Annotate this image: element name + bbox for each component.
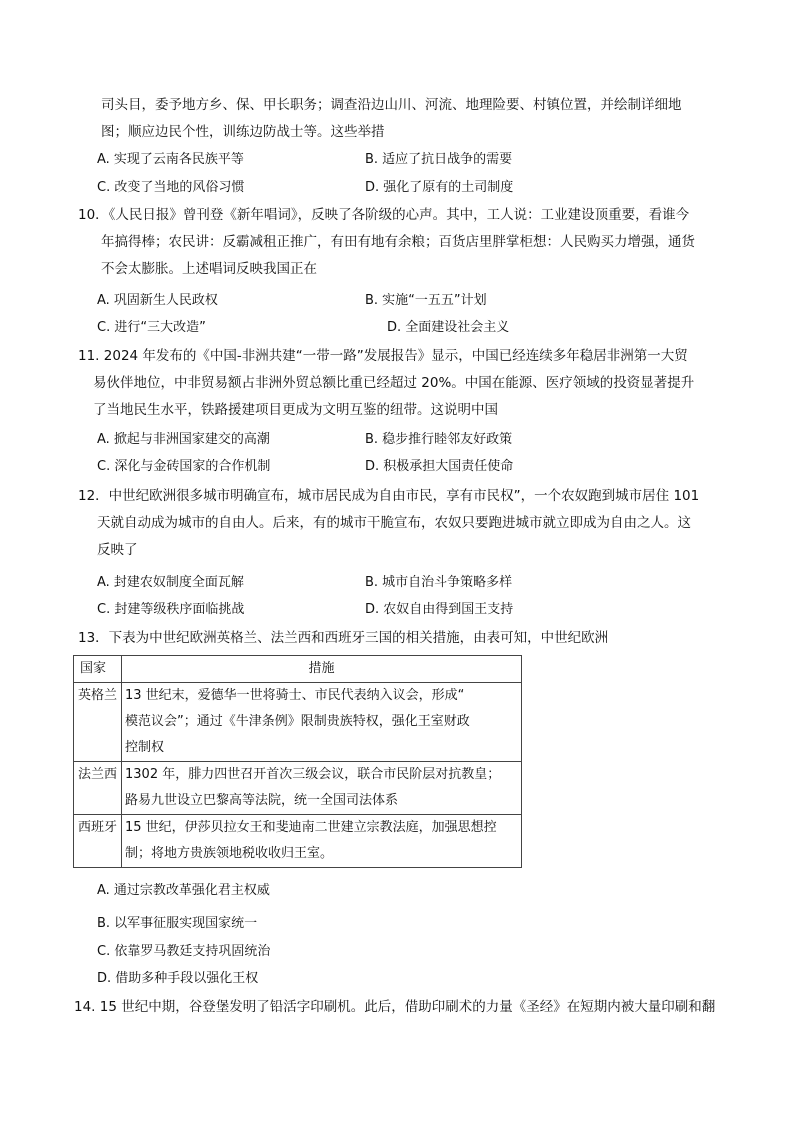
table-row xyxy=(74,683,522,762)
measures-table xyxy=(73,655,522,868)
table-cell-measure xyxy=(122,762,522,815)
q10-option-c: C. 进行“三大改造” xyxy=(97,320,206,335)
q9-stem-line: 图；顺应边民个性，训练边防战士等。这些举措 xyxy=(101,124,385,140)
q9-stem-line: 司头目，委予地方乡、保、甲长职务；调查沿边山川、河流、地理险要、村镇位置，并绘制详细地 xyxy=(101,97,682,113)
q12-option-c: C. 封建等级秩序面临挑战 xyxy=(97,602,245,617)
q12-option-a: A. 封建农奴制度全面瓦解 xyxy=(97,575,244,590)
table-cell-measure xyxy=(122,683,522,762)
q13-option-b: B. 以军事征服实现国家统一 xyxy=(97,916,258,931)
q11-stem-line: 11. 2024 年发布的《中国-非洲共建“一带一路”发展报告》显示，中国已经连续多年稳居非洲第一大贸 xyxy=(78,348,688,364)
table-cell-line: 模范议会”；通过《牛津条例》限制贵族特权，强化王室财政 xyxy=(125,714,470,729)
table-cell-line: 1302 年，腓力四世召开首次三级会议，联合市民阶层对抗教皇； xyxy=(125,767,501,782)
q10-stem-line: 10．《人民日报》曾刊登《新年唱词》，反映了各阶级的心声。其中，工人说：工业建设顶重要，看谁今 xyxy=(78,207,690,223)
q11-option-c: C. 深化与金砖国家的合作机制 xyxy=(97,459,271,474)
q9-option-c: C. 改变了当地的风俗习惯 xyxy=(97,180,245,195)
q14-stem-line: 14. 15 世纪中期，谷登堡发明了铅活字印刷机。此后，借助印刷术的力量《圣经》在短期内被大量印刷和翻 xyxy=(74,999,716,1015)
q12-stem-line: 反映了 xyxy=(97,542,138,558)
table-header-measure: 措施 xyxy=(122,656,522,683)
q10-option-a: A. 巩固新生人民政权 xyxy=(97,293,218,308)
q13-option-c: C. 依靠罗马教廷支持巩固统治 xyxy=(97,944,271,959)
q13-option-d: D. 借助多种手段以强化王权 xyxy=(97,971,259,986)
q12-option-d: D. 农奴自由得到国王支持 xyxy=(365,602,514,617)
q9-option-d: D. 强化了原有的土司制度 xyxy=(365,180,514,195)
q12-stem-line: 12．中世纪欧洲很多城市明确宣布，城市居民成为自由市民，享有市民权”，一个农奴跑到城市居住 101 xyxy=(78,488,700,504)
q11-stem-line: 易伙伴地位，中非贸易额占非洲外贸总额比重已经超过 20%。中国在能源、医疗领域的投资显著提升 xyxy=(93,375,695,391)
q10-stem-line: 不会太膨胀。上述唱词反映我国正在 xyxy=(101,261,317,277)
q9-option-b: B. 适应了抗日战争的需要 xyxy=(365,152,513,167)
table-row xyxy=(74,762,522,815)
q10-option-b: B. 实施“一五五”计划 xyxy=(365,293,487,308)
q11-stem-line: 了当地民生水平，铁路援建项目更成为文明互鉴的纽带。这说明中国 xyxy=(93,402,498,418)
table-cell-country: 西班牙 xyxy=(74,815,122,868)
q10-stem-line: 年搞得棒；农民讲：反霸减租正推广，有田有地有余粮；百货店里胖掌柜想：人民购买力增强，通货 xyxy=(101,234,695,250)
table-cell-line: 制；将地方贵族领地税收收归王室。 xyxy=(125,846,334,861)
table-cell-country: 英格兰 xyxy=(74,683,122,762)
table-cell-country: 法兰西 xyxy=(74,762,122,815)
q11-option-b: B. 稳步推行睦邻友好政策 xyxy=(365,432,513,447)
q12-stem-line: 天就自动成为城市的自由人。后来，有的城市干脆宣布，农奴只要跑进城市就立即成为自由之人。这 xyxy=(97,515,691,531)
q10-option-d: D. 全面建设社会主义 xyxy=(387,320,510,335)
q11-option-d: D. 积极承担大国责任使命 xyxy=(365,459,514,474)
table-header-row xyxy=(74,656,522,683)
table-header-country: 国家 xyxy=(74,656,122,683)
q9-option-a: A. 实现了云南各民族平等 xyxy=(97,152,244,167)
table-cell-line: 15 世纪，伊莎贝拉女王和斐迪南二世建立宗教法庭，加强思想控 xyxy=(125,820,497,835)
q13-stem-line: 13．下表为中世纪欧洲英格兰、法兰西和西班牙三国的相关措施，由表可知，中世纪欧洲 xyxy=(78,630,609,646)
table-cell-line: 路易九世设立巴黎高等法院，统一全国司法体系 xyxy=(125,793,399,808)
q13-option-a: A. 通过宗教改革强化君主权威 xyxy=(97,883,270,898)
table-row xyxy=(74,815,522,868)
q11-option-a: A. 掀起与非洲国家建交的高潮 xyxy=(97,432,270,447)
table-cell-measure xyxy=(122,815,522,868)
table-cell-line: 13 世纪末，爱德华一世将骑士、市民代表纳入议会，形成“ xyxy=(125,688,465,703)
q12-option-b: B. 城市自治斗争策略多样 xyxy=(365,575,513,590)
table-cell-line: 控制权 xyxy=(125,740,165,755)
